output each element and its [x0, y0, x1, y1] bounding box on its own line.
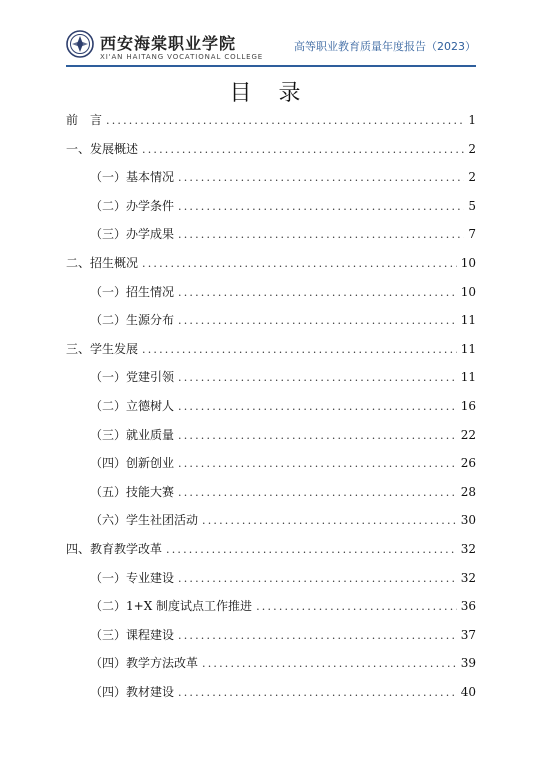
toc-entry-page-number: 37	[460, 627, 476, 642]
toc-entry-label: 三、学生发展	[66, 341, 139, 356]
toc-entry-label: 四、教育教学改革	[66, 542, 163, 556]
toc-entry[interactable]	[90, 310, 476, 330]
toc-entry-page-number: 39	[460, 656, 476, 671]
toc-dot-leader	[178, 683, 457, 703]
toc-entry[interactable]	[90, 196, 476, 216]
toc-dot-leader	[178, 569, 457, 589]
toc-entry[interactable]	[90, 653, 476, 673]
toc-dot-leader	[166, 540, 457, 560]
page-header	[66, 30, 476, 66]
toc-entry[interactable]	[90, 425, 476, 445]
toc-dot-leader	[178, 626, 457, 646]
toc-dot-leader	[142, 140, 464, 160]
college-logo-icon	[66, 30, 94, 58]
toc-entry-label: （四）教材建设	[90, 685, 175, 699]
toc-entry[interactable]	[90, 482, 476, 502]
college-name-cn: 西安海棠职业学院	[100, 34, 237, 53]
toc-dot-leader	[178, 225, 464, 245]
toc-entry-page-number: 40	[460, 685, 476, 699]
toc-dot-leader	[178, 368, 457, 388]
toc-entry-label: 一、发展概述	[66, 141, 139, 156]
toc-entry-label: （二）办学条件	[90, 198, 175, 213]
toc-entry[interactable]	[90, 282, 476, 302]
toc-entry-label: （二）1+X 制度试点工作推进	[90, 599, 253, 614]
toc-entry-page-number: 11	[460, 341, 476, 356]
toc-entry[interactable]	[90, 453, 476, 473]
toc-entry[interactable]	[90, 625, 476, 645]
toc-dot-leader	[178, 426, 457, 446]
toc-dot-leader	[178, 197, 464, 217]
toc-entry-label: （四）创新创业	[90, 456, 175, 471]
toc-dot-leader	[142, 254, 457, 274]
toc-entry-page-number: 5	[468, 198, 476, 213]
toc-entry-page-number: 10	[460, 256, 476, 270]
toc-entry-label: （三）课程建设	[90, 627, 175, 642]
toc-dot-leader	[202, 511, 457, 531]
toc-entry-label: （六）学生社团活动	[90, 513, 199, 528]
toc-dot-leader	[178, 283, 457, 303]
toc-dot-leader	[178, 454, 457, 474]
toc-entry-label: （一）基本情况	[90, 170, 175, 185]
toc-entry[interactable]	[90, 396, 476, 416]
toc-title: 目 录	[229, 81, 311, 106]
toc-entry-label: （一）党建引领	[90, 370, 175, 385]
toc-dot-leader	[178, 311, 457, 331]
toc-entry-page-number: 2	[468, 170, 476, 185]
toc-entry[interactable]	[66, 339, 476, 359]
toc-entry[interactable]	[66, 253, 476, 273]
toc-entry-page-number: 16	[460, 399, 476, 413]
toc-entry-label: （二）立德树人	[90, 399, 175, 413]
toc-dot-leader	[178, 168, 464, 188]
toc-dot-leader	[106, 111, 464, 131]
toc-entry-page-number: 11	[460, 370, 476, 385]
toc-entry[interactable]	[90, 367, 476, 387]
toc-entry-page-number: 32	[460, 542, 476, 556]
toc-entry-label: （三）办学成果	[90, 227, 175, 242]
toc-dot-leader	[142, 340, 457, 360]
header-divider	[66, 65, 476, 67]
toc-dot-leader	[256, 597, 457, 617]
toc-entry-label: （三）就业质量	[90, 427, 175, 442]
toc-entry-label: （五）技能大赛	[90, 484, 175, 499]
toc-entry-page-number: 10	[460, 284, 476, 299]
toc-entry[interactable]	[90, 596, 476, 616]
toc-entry-page-number: 11	[460, 313, 476, 328]
toc-entry-page-number: 2	[468, 141, 476, 156]
report-title: 高等职业教育质量年度报告（2023）	[294, 40, 476, 53]
toc-entry-label: （四）教学方法改革	[90, 656, 199, 671]
toc-dot-leader	[178, 483, 457, 503]
toc-entry-page-number: 28	[460, 484, 476, 499]
toc-entry[interactable]	[90, 167, 476, 187]
toc-entry[interactable]	[90, 224, 476, 244]
toc-entry-page-number: 26	[460, 456, 476, 471]
toc-entry-label: （二）生源分布	[90, 313, 175, 328]
toc-entry[interactable]	[66, 110, 476, 130]
toc-dot-leader	[178, 397, 457, 417]
college-name-en: XI'AN HAITANG VOCATIONAL COLLEGE	[100, 53, 264, 61]
toc-entry-page-number: 36	[460, 599, 476, 614]
toc-entry-label: （一）专业建设	[90, 570, 175, 585]
toc-entry-page-number: 32	[460, 570, 476, 585]
toc-entry-page-number: 22	[460, 427, 476, 442]
toc-entry[interactable]	[66, 139, 476, 159]
toc-entry-label: 前 言	[66, 113, 103, 127]
toc-dot-leader	[202, 654, 457, 674]
toc-entry[interactable]	[90, 568, 476, 588]
toc-entry[interactable]	[90, 510, 476, 530]
toc-entry-page-number: 30	[460, 513, 476, 528]
toc-entry[interactable]	[66, 539, 476, 559]
toc-entry[interactable]	[90, 682, 476, 702]
toc-entry-label: 二、招生概况	[66, 256, 139, 270]
toc-entry-page-number: 7	[468, 227, 476, 242]
toc-entry-label: （一）招生情况	[90, 284, 175, 299]
toc-entry-page-number: 1	[468, 113, 476, 127]
